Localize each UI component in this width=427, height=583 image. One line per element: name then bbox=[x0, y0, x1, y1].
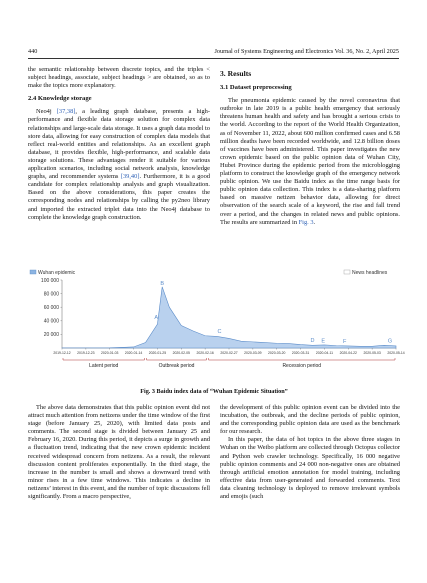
baidu-index-chart bbox=[28, 268, 405, 384]
x-tick-label: 2020-04-22 bbox=[339, 351, 357, 355]
annotation-label: G bbox=[387, 338, 393, 345]
annotation-label: A bbox=[154, 314, 159, 321]
left-column bbox=[28, 66, 210, 222]
x-tick-label: 2020-05-14 bbox=[387, 351, 405, 355]
period-bracket bbox=[209, 358, 395, 360]
text-run: The pneumonia epidemic caused by the novel coronavirus that outbroke in late 2019 is a public health emergency that seriously threatens human health and safety and has brought a serious crisis to the world. According to the report of the World Health Organization, as of November 11, 2022, about 600 million confirmed cases and 6.58 million deaths have been recorded worldwide, and 12.8 billion doses of vaccines have been administered. This paper investigates the new crown epidemic based on the public opinion data of Wuhan City, Hubei Province during the epidemic period from the microblogging platform to construct the knowledge graph of the emergency network public opinion. We use the Baidu index as the time range basis for public opinion data collection. This index is a data-sharing platform based on massive netizen behavior data, allowing for direct observation of the search scale of a keyword, the rise and fall trend over a period, and the changes in related news and public opinions. The results are summarized in bbox=[220, 97, 400, 226]
x-tick-label: 2020-02-27 bbox=[220, 351, 238, 355]
period-bracket bbox=[147, 358, 207, 360]
period-label: Latent period bbox=[89, 363, 119, 369]
legend-swatch-left bbox=[30, 270, 36, 274]
page-number: 440 bbox=[28, 48, 38, 55]
bottom-right-column bbox=[220, 404, 400, 501]
section-heading: 3. Results bbox=[220, 69, 252, 78]
annotation-label: B bbox=[160, 280, 165, 287]
annotation-label: C bbox=[217, 329, 222, 336]
x-tick-label: 2019-12-23 bbox=[77, 351, 95, 355]
x-tick-label: 2020-03-09 bbox=[244, 351, 262, 355]
annotation-label: D bbox=[310, 337, 315, 344]
x-tick-label: 2019-12-12 bbox=[53, 351, 71, 355]
y-axis bbox=[41, 278, 62, 348]
legend-swatch-right bbox=[344, 270, 350, 274]
journal-title: Journal of Systems Engineering and Electronics Vol. 36, No. 2, April 2025 bbox=[214, 48, 399, 55]
text-run: Neo4j bbox=[36, 108, 57, 116]
period-label: Outbreak period bbox=[158, 363, 195, 369]
x-tick-label: 2020-01-03 bbox=[101, 351, 119, 355]
bottom-left-column bbox=[28, 404, 210, 501]
x-tick-label: 2020-05-03 bbox=[363, 351, 381, 355]
legend-label-right: News headlines bbox=[352, 270, 388, 276]
y-tick-label: 100 000 bbox=[40, 277, 59, 284]
text-run: . Furthermore, it is a good candidate for complex relationship analysis and graph visualization. Based on the above considerations, this paper creates the corresponding nodes and relationships by calling the py2neo library and imported the extracted triplet data into the Neo4j database to complete the knowledge graph construction. bbox=[28, 173, 210, 221]
subsection-heading: 3.1 Dataset preprocessing bbox=[220, 84, 292, 92]
x-tick-label: 2020-02-16 bbox=[196, 351, 214, 355]
period-brackets bbox=[63, 358, 395, 369]
citation-link[interactable]: [39,40] bbox=[120, 173, 140, 181]
x-tick-label: 2020-03-31 bbox=[291, 351, 310, 355]
page-header bbox=[28, 46, 399, 59]
plot-area bbox=[62, 281, 396, 348]
x-tick-label: 2020-03-20 bbox=[268, 351, 286, 355]
x-tick-label: 2020-01-14 bbox=[124, 351, 143, 355]
annotation-label: F bbox=[343, 338, 347, 345]
x-tick-label: 2020-04-11 bbox=[315, 351, 333, 355]
paragraph bbox=[220, 97, 400, 227]
paragraph: the development of this public opinion event can be divided into the incubation, the outbreak, and the decline periods of public opinion, and the corresponding public opinion data are used as the benchmark for our research. bbox=[220, 404, 400, 436]
right-column bbox=[220, 66, 400, 227]
y-tick-label: 20 000 bbox=[43, 332, 59, 339]
section-heading: 2.4 Knowledge storage bbox=[28, 95, 92, 103]
paragraph bbox=[28, 108, 210, 221]
text-run: , a leading graph database, presents a high-performance and flexible data storage solution for complex data relationships and large-scale data storage. It uses a graph data model to store data, allowing for easy construction of complex data models that reflect real-world entities and relationships. As an excellent graph database, it provides flexible, high-performance, and scalable data storage solutions. These advantages render it suitable for various application scenarios, including social network analysis, knowledge graphs, and recommender systems bbox=[28, 108, 211, 181]
legend-label-left: Wuhan epidemic bbox=[38, 270, 76, 276]
figure-link[interactable]: Fig. 3 bbox=[298, 218, 314, 226]
text-run: . bbox=[313, 218, 316, 226]
period-bracket bbox=[63, 358, 145, 360]
x-tick-label: 2020-02-05 bbox=[172, 351, 190, 355]
y-tick-label: 60 000 bbox=[43, 305, 59, 311]
annotation-label: E bbox=[321, 338, 326, 345]
y-tick-label: 80 000 bbox=[43, 291, 59, 298]
y-tick-label: 40 000 bbox=[43, 318, 59, 325]
figure-chart bbox=[28, 268, 405, 384]
figure-caption: Fig. 3 Baidu index data of “Wuhan Epidemic Situation” bbox=[140, 388, 288, 395]
citation-link[interactable]: [37,38] bbox=[56, 108, 76, 116]
period-label: Recession period bbox=[282, 363, 322, 369]
paragraph: the semantic relationship between discrete topics, and the triples < subject headings, associate, subject headings > are obtained, so as to make the topics more explanatory. bbox=[28, 66, 210, 90]
paragraph: In this paper, the data of hot topics in the above three stages in Wuhan on the Weibo platform are collected through Octopus collector and Python web crawler technology. Specifically, 16 000 negative public opinion comments and 24 000 non-negative ones are obtained through artificial emotion annotation for model training, including effective data from user-generated and forwarded comments. Text data cleaning technology is deployed to remove irrelevant symbols and emojis (such bbox=[220, 436, 400, 501]
paragraph: The above data demonstrates that this public opinion event did not attract much attention from netizens under the time window of the first stage (before January 25, 2020), with limited data posts and comments. The second stage is divided between January 25 and February 16, 2020. During this period, it depicts a surge in growth and a fluctuation trend, indicating that the new crown epidemic incident received widespread concern from netizens. As a result, the relevant discussion content proliferates exponentially. In the third stage, the increase in the number is small and shows a downward trend with minor rises in a few time windows. This indicates a decline in netizens’ interest in this event, and the number of topic discussions fell significantly. From a macro perspective, bbox=[28, 404, 210, 501]
x-tick-label: 2020-01-25 bbox=[148, 351, 167, 355]
x-axis bbox=[53, 348, 404, 355]
